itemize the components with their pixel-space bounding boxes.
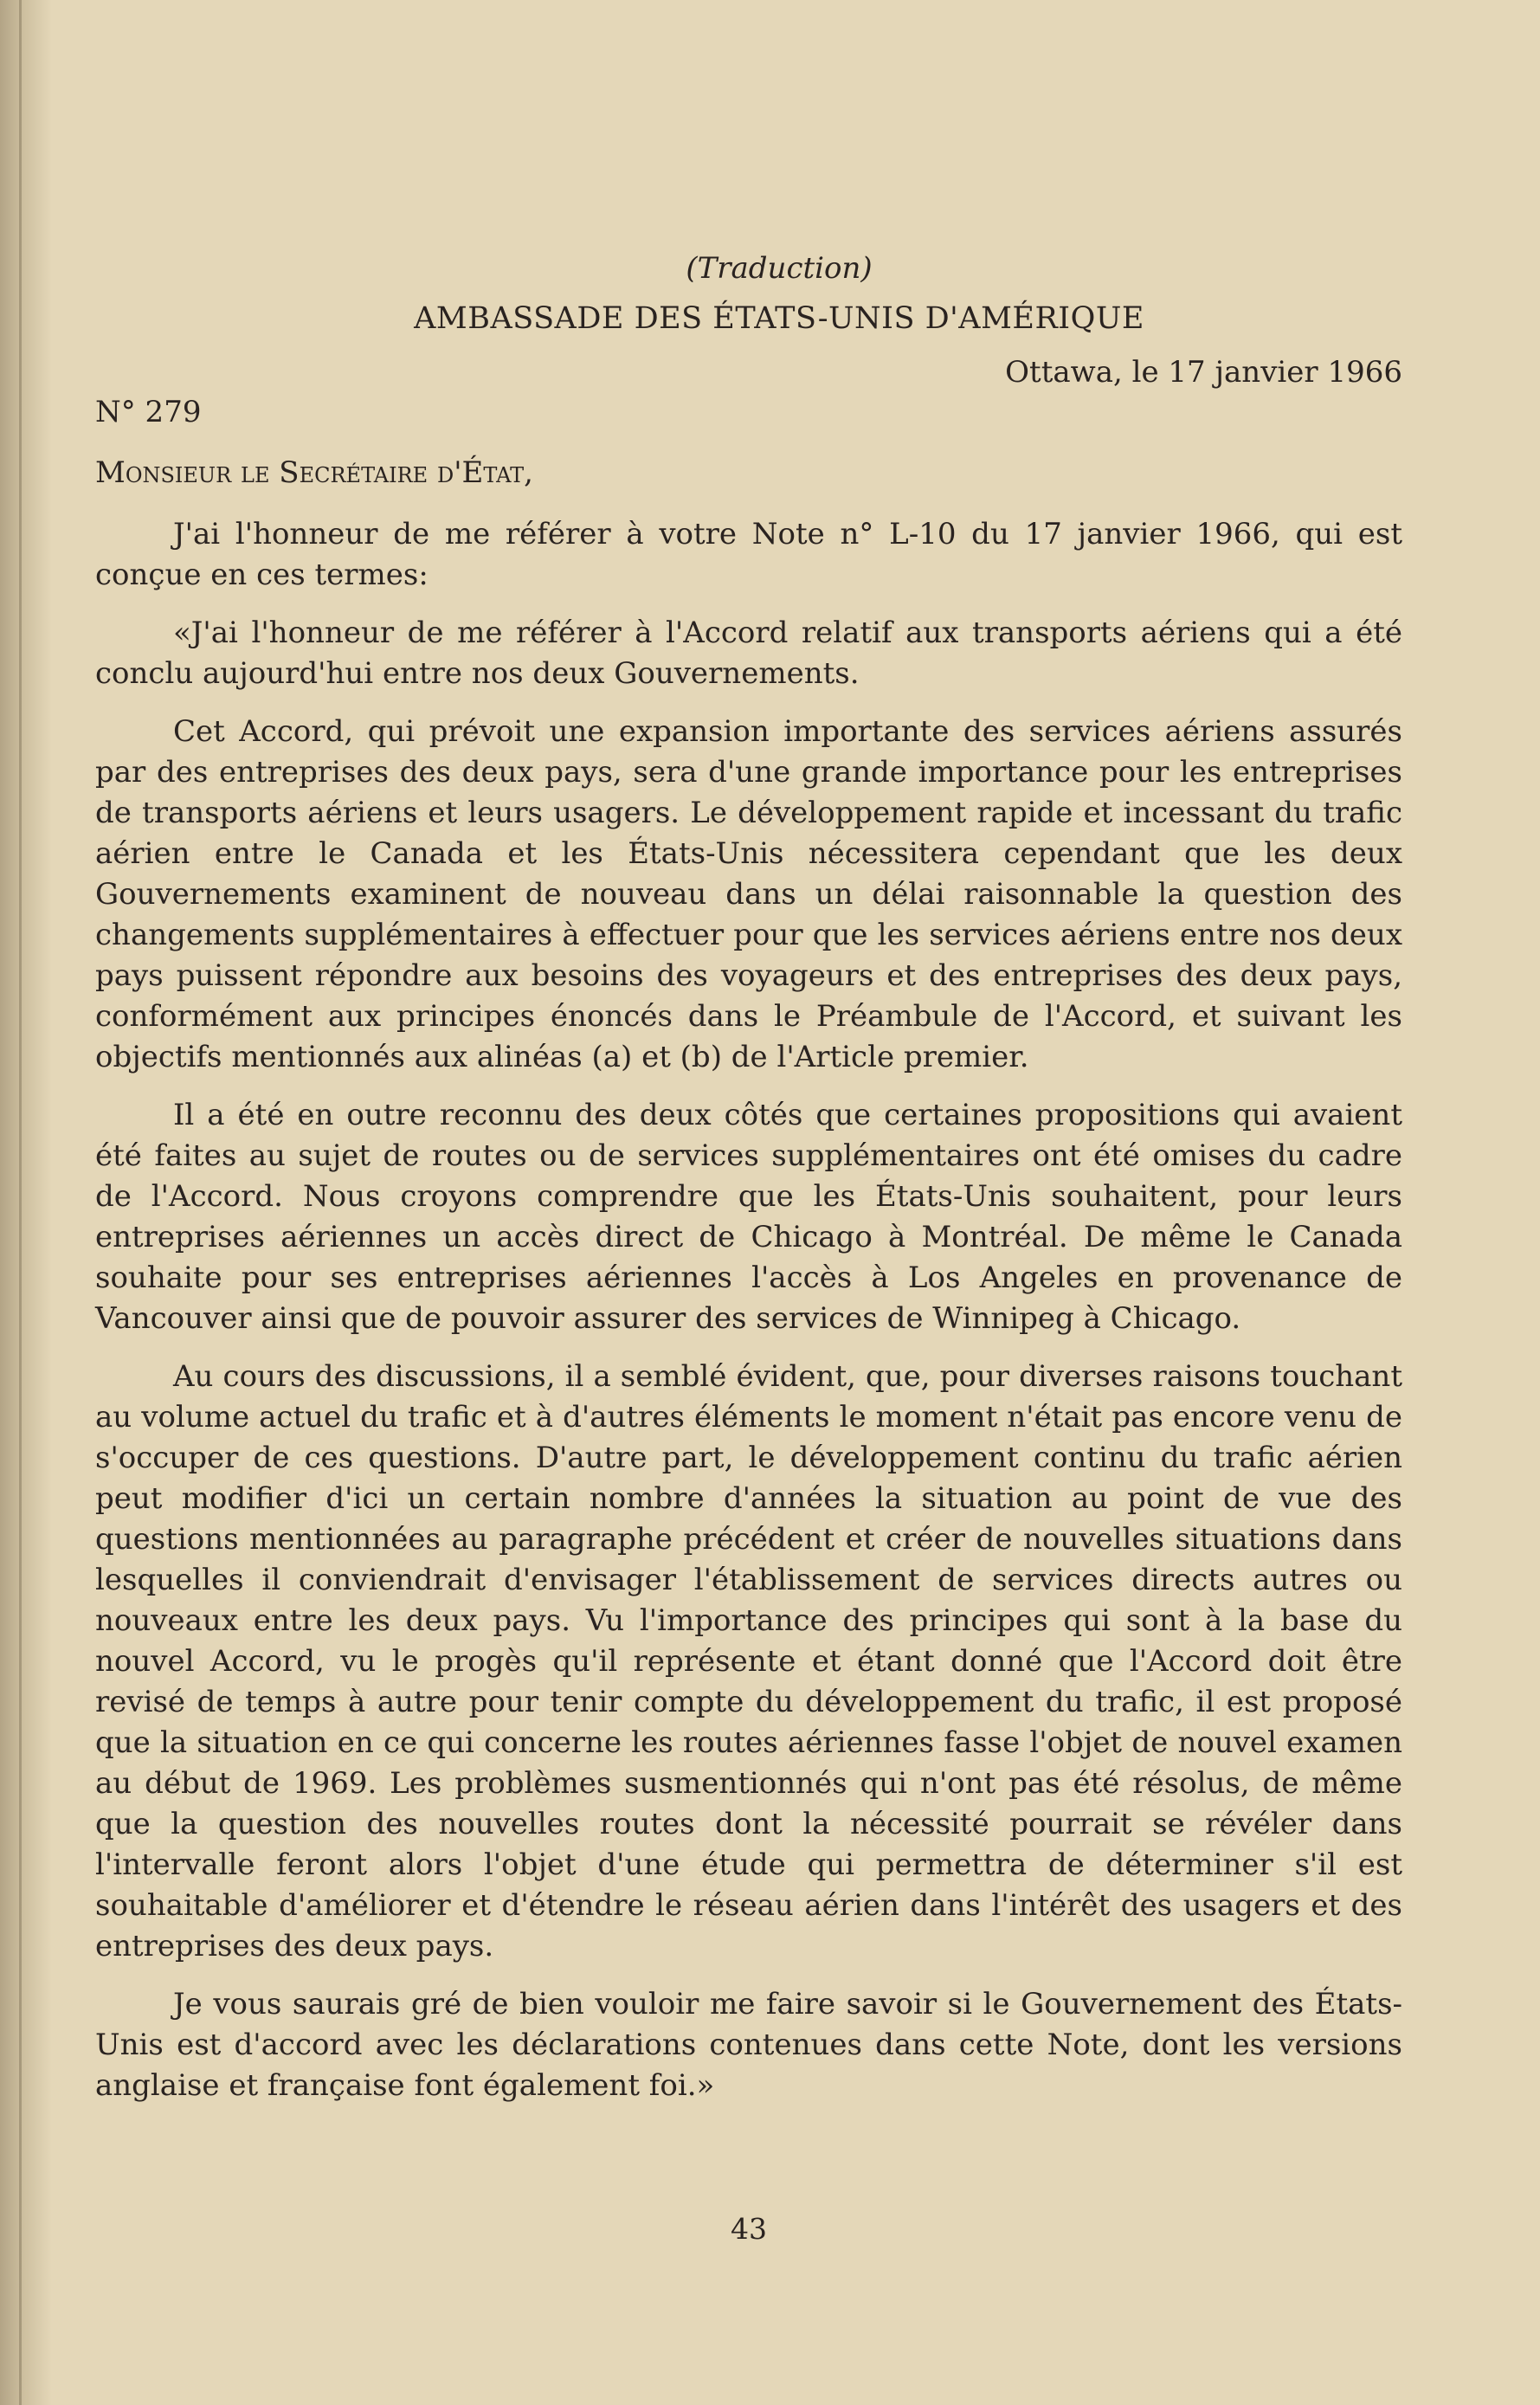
paragraph-quote-opening: «J'ai l'honneur de me référer à l'Accord relatif aux transports aériens qui a été conclu aujourd'hui entre nos deux Gouvernements. [95, 616, 1402, 691]
binding-gutter [0, 0, 52, 2405]
paragraph-omitted-routes: Il a été en outre reconnu des deux côtés que certaines propositions qui avaient été faites au sujet de routes ou de services supplémentaires ont été omises du cadre de l'Accord. Nous croyons comprendre que les États-Unis souhaitent, pour leurs entreprises aériennes un accès direct de Chicago à Montréal. De même le Canada souhaite pour ses entreprises aériennes l'accès à Los Angeles en provenance de Vancouver ainsi que de pouvoir assurer des services de Winnipeg à Chicago. [95, 1098, 1402, 1336]
embassy-heading: AMBASSADE DES ÉTATS-UNIS D'AMÉRIQUE [414, 301, 1144, 336]
paragraph-reference: J'ai l'honneur de me référer à votre Note n° L-10 du 17 janvier 1966, qui est conçue en ces termes: [95, 517, 1402, 592]
salutation: Monsieur le Secrétaire d'État, [95, 455, 533, 490]
paragraph-discussions: Au cours des discussions, il a semblé évident, que, pour diverses raisons touchant au volume actuel du trafic et à d'autres éléments le moment n'était pas encore venu de s'occuper de ces questions. D'autre part, le développement continu du trafic aérien peut modifier d'ici un certain nombre d'années la situation au point de vue des questions mentionnées au paragraphe précédent et créer de nouvelles situations dans lesquelles il conviendrait d'envisager l'établissement de services directs autres ou nouveaux entre les deux pays. Vu l'importance des principes qui sont à la base du nouvel Accord, vu le progès qu'il représente et étant donné que l'Accord doit être revisé de temps à autre pour tenir compte du développement du trafic, il est proposé que la situation en ce qui concerne les routes aériennes fasse l'objet de nouvel examen au début de 1969. Les problèmes susmentionnés qui n'ont pas été résolus, de même que la question des nouvelles routes dont la nécessité pourrait se révéler dans l'intervalle feront alors l'objet d'une étude qui permettra de déterminer s'il est souhaitable d'améliorer et d'étendre le réseau aérien dans l'intérêt des usagers et des entreprises des deux pays. [95, 1359, 1402, 1963]
note-number: N° 279 [95, 395, 202, 429]
dateline: Ottawa, le 17 janvier 1966 [1005, 355, 1402, 390]
paragraph-closing-request: Je vous saurais gré de bien vouloir me faire savoir si le Gouvernement des États-Unis est d'accord avec les déclarations contenues dans cette Note, dont les versions anglaise et française font également foi.» [95, 1987, 1402, 2103]
page-number: 43 [731, 2212, 767, 2246]
binding-edge [19, 0, 22, 2405]
translation-note: (Traduction) [686, 251, 873, 286]
paragraph-accord-expansion: Cet Accord, qui prévoit une expansion importante des services aériens assurés par des entreprises des deux pays, sera d'une grande importance pour les entreprises de transports aériens et leurs usagers. Le développement rapide et incessant du trafic aérien entre le Canada et les États-Unis nécessitera cependant que les deux Gouvernements examinent de nouveau dans un délai raisonnable la question des changements supplémentaires à effectuer pour que les services aériens entre nos deux pays puissent répondre aux besoins des voyageurs et des entreprises des deux pays, conformément aux principes énoncés dans le Préambule de l'Accord, et suivant les objectifs mentionnés aux alinéas (a) et (b) de l'Article premier. [95, 714, 1402, 1074]
document-page [95, 251, 1402, 2246]
